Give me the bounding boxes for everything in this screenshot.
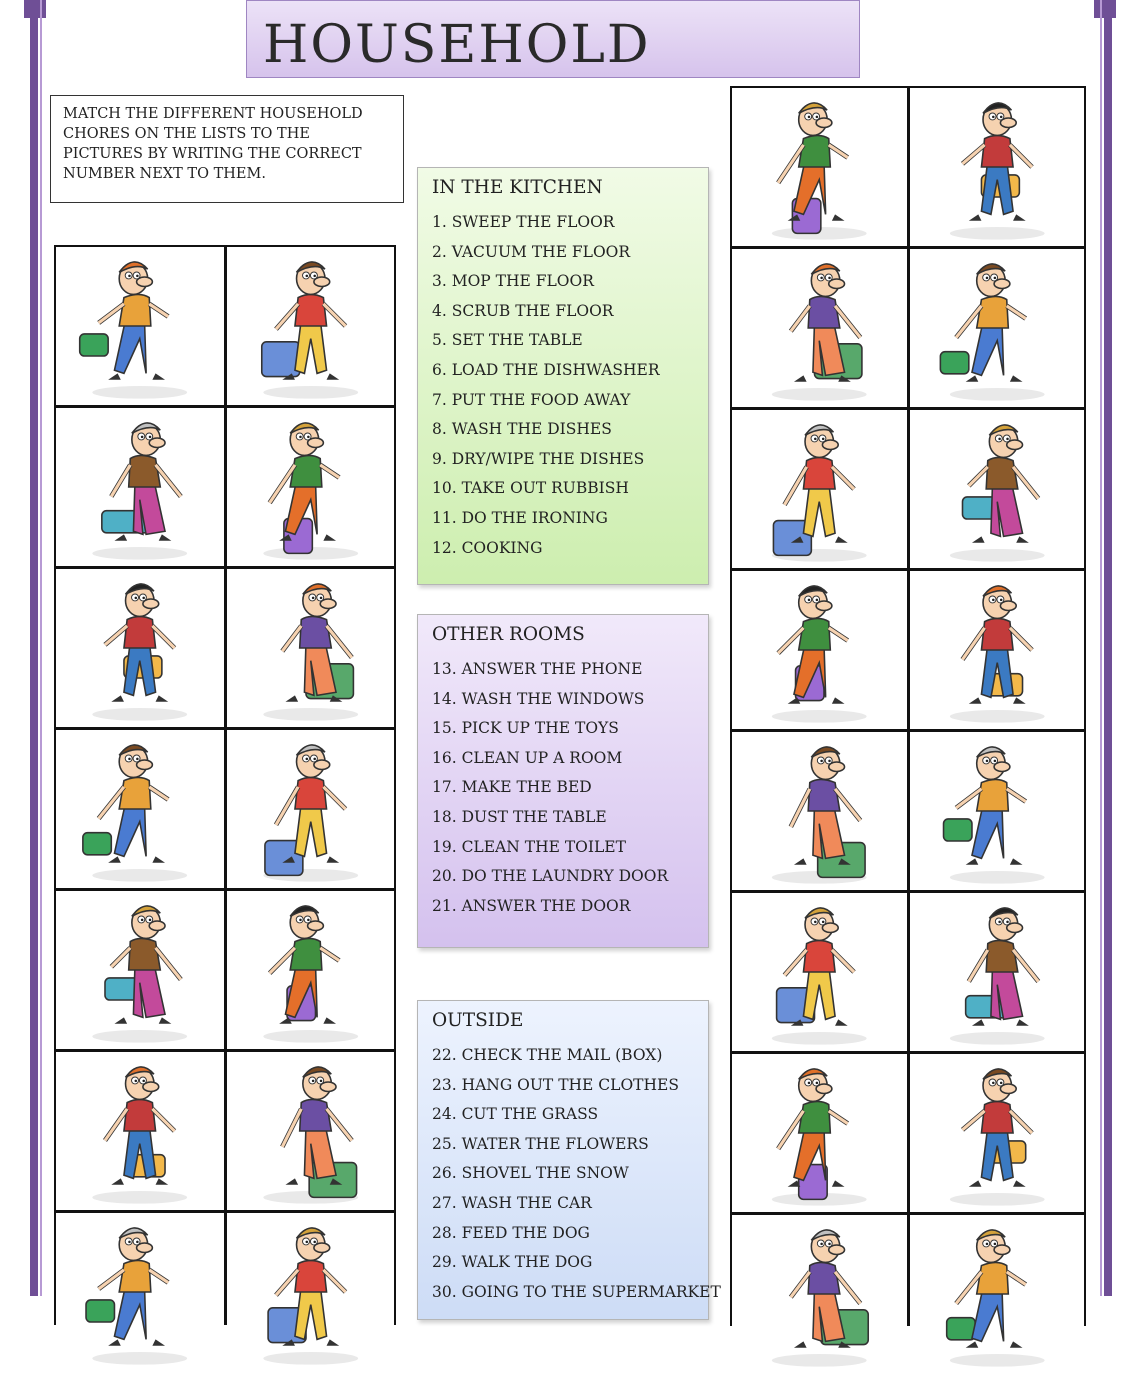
picture-walking-dog — [732, 893, 907, 1051]
picture-watering-plant — [227, 569, 395, 727]
chore-item: 29. WALK THE DOG — [432, 1253, 593, 1272]
picture-cleaning-room — [910, 1215, 1085, 1373]
picture-answering-door — [56, 730, 224, 888]
chore-item: 9. DRY/WIPE THE DISHES — [432, 449, 645, 468]
chore-item: 11. DO THE IRONING — [432, 508, 608, 527]
chore-item: 14. WASH THE WINDOWS — [432, 689, 645, 708]
chore-item: 6. LOAD THE DISHWASHER — [432, 360, 660, 379]
page-border-left — [30, 0, 38, 1296]
picture-hammock — [227, 1213, 395, 1371]
chore-item: 18. DUST THE TABLE — [432, 807, 607, 826]
picture-carrying-groceries — [56, 891, 224, 1049]
picture-shoveling-snow — [56, 408, 224, 566]
chore-item: 27. WASH THE CAR — [432, 1193, 592, 1212]
chore-item: 20. DO THE LAUNDRY DOOR — [432, 867, 669, 886]
kitchen-chore-list — [417, 167, 709, 585]
chore-item: 8. WASH THE DISHES — [432, 420, 612, 439]
chore-item: 13. ANSWER THE PHONE — [432, 660, 643, 678]
chore-item: 23. HANG OUT THE CLOTHES — [432, 1075, 679, 1094]
picture-checking-mail — [732, 732, 907, 890]
chore-item: 22. CHECK THE MAIL (BOX) — [432, 1046, 663, 1064]
picture-sweeping — [56, 1052, 224, 1210]
picture-cleaning-toilet — [227, 730, 395, 888]
chore-item: 26. SHOVEL THE SNOW — [432, 1164, 629, 1183]
picture-feeding-dog — [227, 891, 395, 1049]
chore-item: 16. CLEAN UP A ROOM — [432, 748, 623, 767]
page-border-left-inner — [40, 0, 42, 1296]
chore-item: 4. SCRUB THE FLOOR — [432, 301, 614, 320]
chore-item: 3. MOP THE FLOOR — [432, 272, 594, 291]
chore-item: 7. PUT THE FOOD AWAY — [432, 390, 631, 409]
picture-vacuuming — [910, 410, 1085, 568]
picture-setting-table — [56, 247, 224, 405]
picture-loading-dishwasher-woman — [732, 410, 907, 568]
chore-item: 19. CLEAN THE TOILET — [432, 837, 626, 856]
picture-washing-car — [732, 249, 907, 407]
picture-messy-room — [227, 408, 395, 566]
chore-item: 24. CUT THE GRASS — [432, 1105, 599, 1124]
chore-item: 2. VACUUM THE FLOOR — [432, 242, 631, 261]
chore-item: 25. WATER THE FLOWERS — [432, 1134, 649, 1153]
chore-item: 15. PICK UP THE TOYS — [432, 719, 619, 738]
picture-cooking — [227, 1052, 395, 1210]
chore-item: 10. TAKE OUT RUBBISH — [432, 479, 629, 498]
section-title: IN THE KITCHEN — [432, 177, 603, 198]
chore-item: 5. SET THE TABLE — [432, 331, 583, 350]
chore-item: 21. ANSWER THE DOOR — [432, 896, 631, 915]
picture-mowing-grass — [732, 1054, 907, 1212]
picture-wiping-dish — [732, 88, 907, 246]
picture-taking-out-rubbish — [910, 571, 1085, 729]
picture-loading-dishwasher — [227, 247, 395, 405]
picture-hanging-clothes — [910, 249, 1085, 407]
page-border-right — [1104, 0, 1112, 1296]
chore-item: 30. GOING TO THE SUPERMARKET — [432, 1282, 721, 1301]
picture-washing-window — [910, 893, 1085, 1051]
picture-dusting — [732, 1215, 907, 1373]
section-title: OTHER ROOMS — [432, 624, 585, 645]
chore-item: 28. FEED THE DOG — [432, 1223, 590, 1242]
chore-item: 1. SWEEP THE FLOOR — [432, 213, 615, 231]
picture-mopping — [56, 1213, 224, 1371]
picture-spraying-plant — [910, 732, 1085, 890]
chore-item: 17. MAKE THE BED — [432, 778, 592, 797]
picture-grid-right — [730, 86, 1086, 1326]
chore-item: 12. COOKING — [432, 538, 543, 557]
picture-making-bed — [910, 1054, 1085, 1212]
section-title: OUTSIDE — [432, 1010, 524, 1031]
page-border-right-inner — [1100, 0, 1102, 1296]
picture-grid-left — [54, 245, 396, 1325]
page-title: HOUSEHOLD — [246, 0, 860, 78]
outside-chore-list — [417, 1000, 721, 1320]
picture-answering-phone — [910, 88, 1085, 246]
picture-scrubbing-floor — [56, 569, 224, 727]
instructions-box: MATCH THE DIFFERENT HOUSEHOLD CHORES ON THE LISTS TO THE PICTURES BY WRITING THE CORRECT NUMBER NEXT TO THEM. — [50, 95, 404, 203]
other-rooms-chore-list — [417, 614, 709, 948]
picture-ironing — [732, 571, 907, 729]
